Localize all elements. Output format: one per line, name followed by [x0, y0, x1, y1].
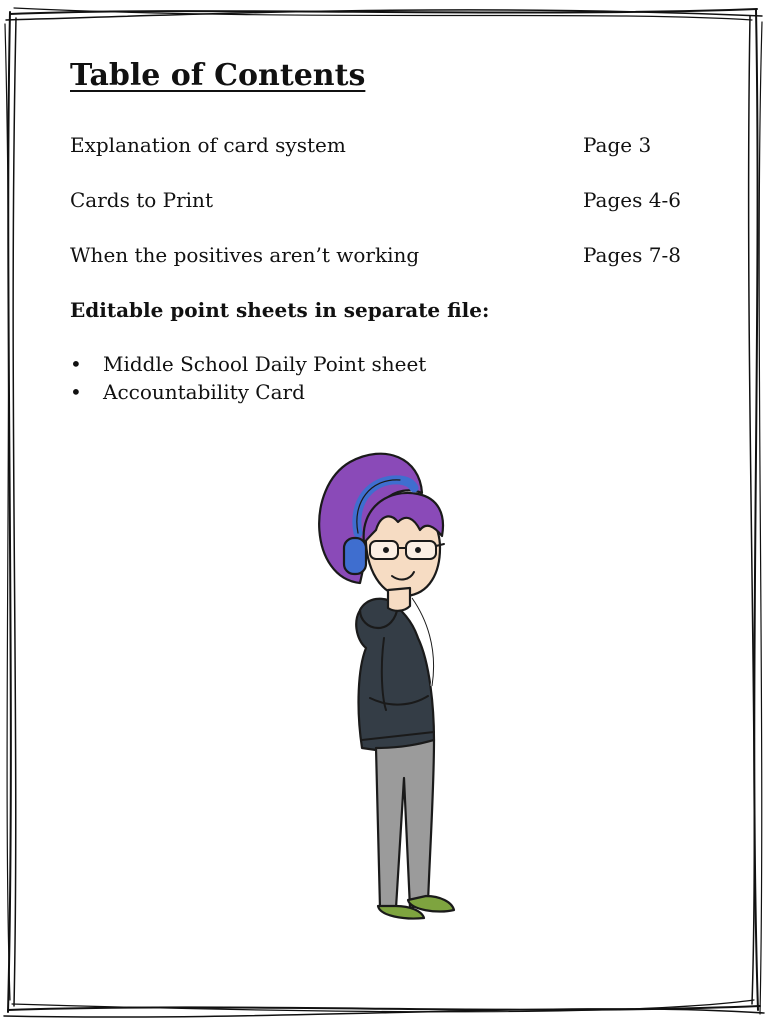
- toc-entry-label: Explanation of card system: [70, 133, 346, 157]
- list-item: • Accountability Card: [70, 380, 426, 408]
- list-item: • Middle School Daily Point sheet: [70, 352, 426, 380]
- teen-with-headphones-illustration: [300, 448, 470, 938]
- toc-entry-pages: Page 3: [583, 133, 652, 157]
- separate-file-heading: Editable point sheets in separate file:: [70, 298, 490, 322]
- toc-entry-label: When the positives aren’t working: [70, 243, 420, 267]
- toc-entry-label: Cards to Print: [70, 188, 213, 212]
- page-title: Table of Contents: [70, 58, 366, 93]
- toc-entry-pages: Pages 4-6: [583, 188, 681, 212]
- separate-file-list: [70, 352, 426, 408]
- toc-entry-pages: Pages 7-8: [583, 243, 681, 267]
